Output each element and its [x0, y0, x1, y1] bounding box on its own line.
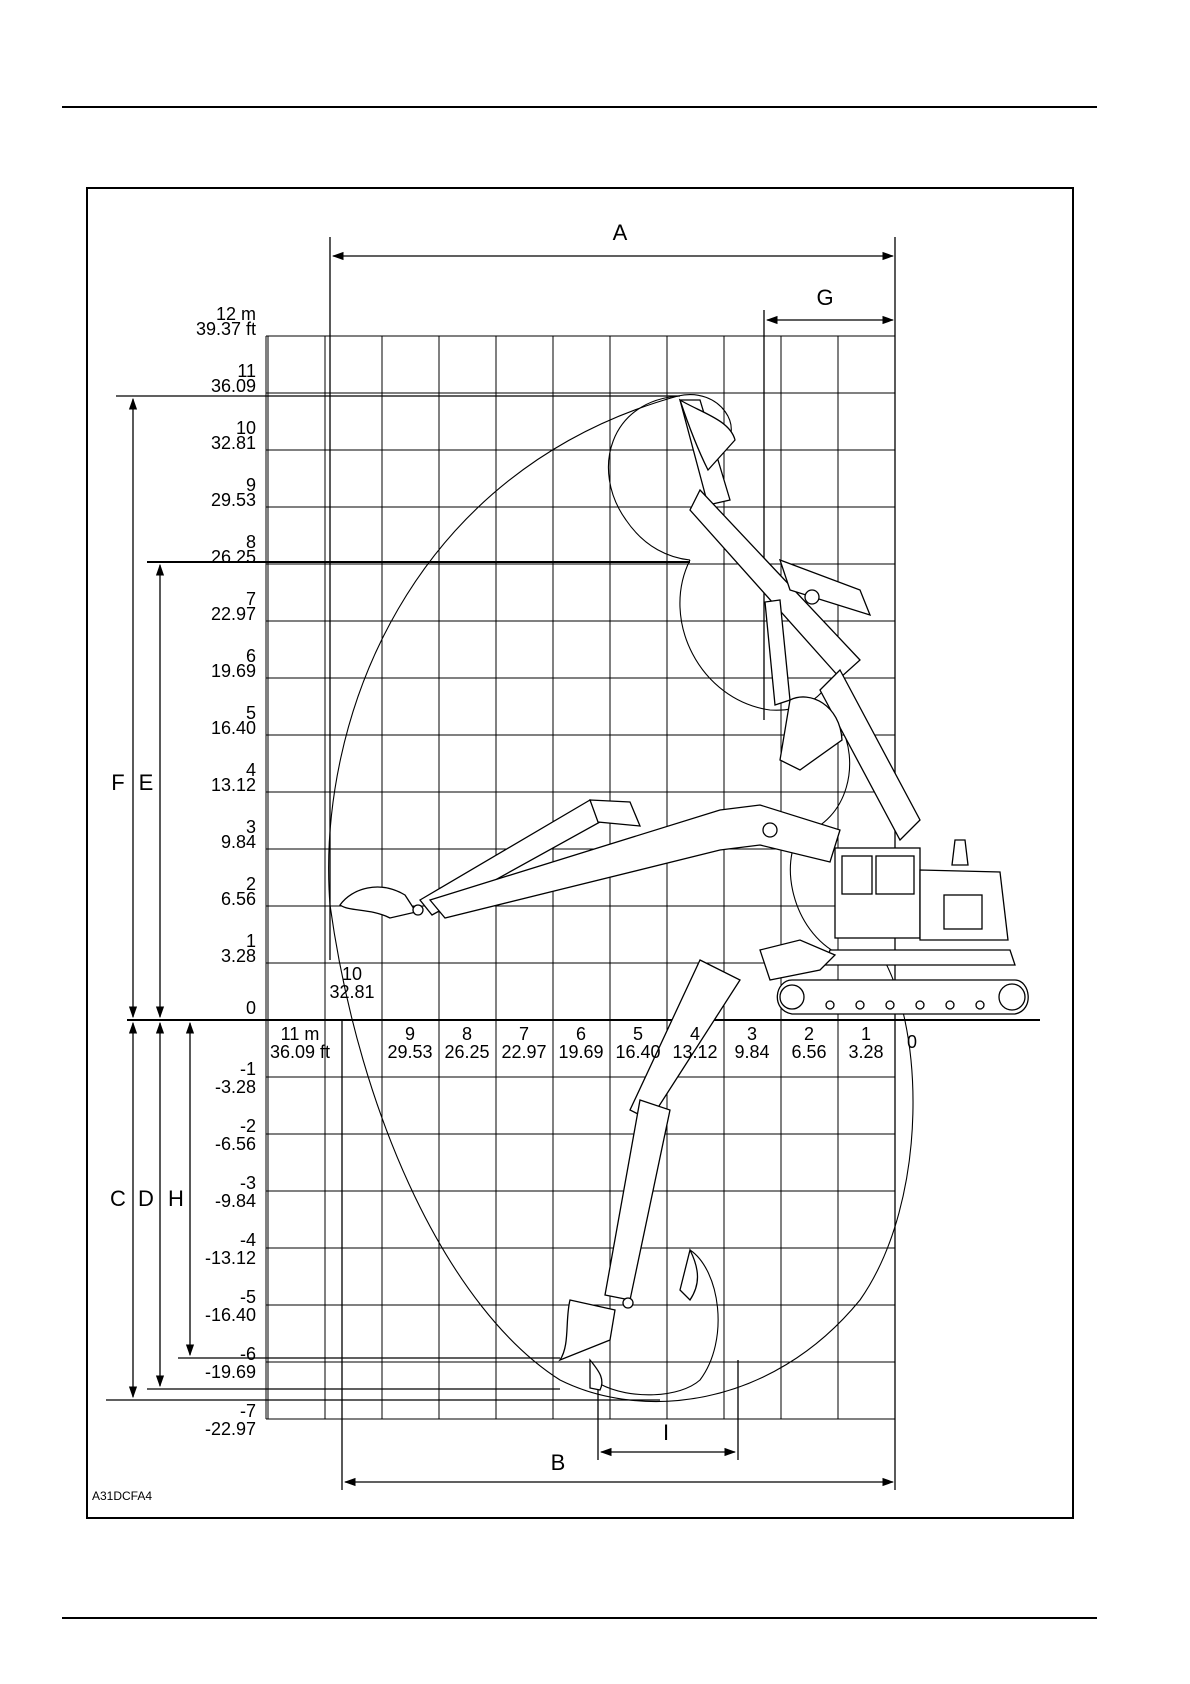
- y-tick-feet: 13.12: [210, 775, 256, 795]
- y-tick-metre: 2: [245, 874, 256, 894]
- excavator-high-pose: [680, 400, 920, 840]
- figure-code: A31DCFA4: [92, 1489, 153, 1503]
- dimension-H-label: H: [168, 1186, 184, 1211]
- x-tick-metre: 10: [341, 964, 363, 984]
- x-tick-feet: 16.40: [615, 1042, 661, 1062]
- dimension-D-label: D: [138, 1186, 154, 1211]
- y-tick-metre: 8: [245, 532, 256, 552]
- x-tick-feet: 26.25: [444, 1042, 490, 1062]
- x-tick-metre: 4: [689, 1024, 701, 1044]
- y-tick-feet: 26.25: [210, 547, 256, 567]
- y-tick-metre: 9: [245, 475, 256, 495]
- x-tick-feet: 6.56: [791, 1042, 827, 1062]
- y-tick-metre: 7: [245, 589, 256, 609]
- excavator-dig-pose: [560, 960, 740, 1390]
- y-tick-feet: -19.69: [204, 1362, 256, 1382]
- dimension-F-label: F: [111, 770, 125, 795]
- y-tick-feet: -13.12: [204, 1248, 256, 1268]
- x-tick-metre: 6: [575, 1024, 587, 1044]
- excavator-body: [760, 840, 1028, 1014]
- y-tick-feet: 16.40: [210, 718, 256, 738]
- y-tick-metre: -6: [239, 1344, 256, 1364]
- x-tick-feet: 9.84: [734, 1042, 770, 1062]
- y-tick-metre: 3: [245, 817, 256, 837]
- x-tick-metre: 8: [461, 1024, 473, 1044]
- dimension-A-label: A: [612, 220, 628, 245]
- dimension-B-label: B: [550, 1450, 566, 1475]
- exhaust-stack: [952, 840, 968, 865]
- x-tick-metre: 1: [860, 1024, 872, 1044]
- y-tick-feet: -3.28: [214, 1077, 256, 1097]
- y-tick-feet: 36.09: [210, 376, 256, 396]
- y-tick-feet: 9.84: [220, 832, 256, 852]
- y-tick-feet: 6.56: [220, 889, 256, 909]
- y-tick-feet: 29.53: [210, 490, 256, 510]
- x-tick-metre: 7: [518, 1024, 530, 1044]
- x-tick-metre: 11 m: [280, 1024, 320, 1044]
- x-tick-feet: 22.97: [501, 1042, 547, 1062]
- y-tick-feet: -16.40: [204, 1305, 256, 1325]
- x-tick-feet: 29.53: [387, 1042, 433, 1062]
- y-tick-feet: 32.81: [210, 433, 256, 453]
- y-tick-feet: 3.28: [220, 946, 256, 966]
- y-tick-metre: -2: [239, 1116, 256, 1136]
- y-tick-metre: -4: [239, 1230, 256, 1250]
- y-tick-metre: -5: [239, 1287, 256, 1307]
- y-tick-metre: 12 m: [215, 304, 256, 324]
- x-tick-feet: 19.69: [558, 1042, 604, 1062]
- y-tick-metre: 4: [245, 760, 256, 780]
- y-tick-feet: 22.97: [210, 604, 256, 624]
- y-tick-feet: -6.56: [214, 1134, 256, 1154]
- y-tick-metre: 5: [245, 703, 256, 723]
- x-tick-feet: 36.09 ft: [269, 1042, 331, 1062]
- excavator-cab: [835, 848, 920, 938]
- dimension-G-label: G: [816, 285, 834, 310]
- y-tick-metre: -7: [239, 1401, 256, 1421]
- x-tick-metre: 2: [803, 1024, 815, 1044]
- y-tick-feet: 39.37 ft: [195, 319, 256, 339]
- y-tick-metre: 11: [237, 361, 256, 381]
- y-tick-feet: 19.69: [210, 661, 256, 681]
- x-tick-feet: 3.28: [848, 1042, 884, 1062]
- x-tick-feet: 32.81: [329, 982, 375, 1002]
- dimension-C-label: C: [110, 1186, 126, 1211]
- y-tick-zero: 0: [245, 998, 256, 1018]
- x-tick-feet: 13.12: [672, 1042, 718, 1062]
- y-tick-feet: -9.84: [214, 1191, 256, 1211]
- y-tick-metre: -3: [239, 1173, 256, 1193]
- dimension-E-label: E: [138, 770, 154, 795]
- y-tick-feet: -22.97: [204, 1419, 256, 1439]
- x-tick-metre: 3: [746, 1024, 758, 1044]
- track-assembly: [777, 980, 1028, 1014]
- y-tick-metre: 6: [245, 646, 256, 666]
- dimension-I-label: I: [662, 1420, 670, 1445]
- x-tick-metre: 9: [404, 1024, 416, 1044]
- x-tick-metre: 5: [632, 1024, 644, 1044]
- y-tick-metre: 10: [235, 418, 256, 438]
- excavator-max-reach: [340, 800, 840, 918]
- x-tick-zero: 0: [906, 1032, 918, 1052]
- y-tick-metre: 1: [245, 931, 256, 951]
- y-tick-metre: -1: [239, 1059, 256, 1079]
